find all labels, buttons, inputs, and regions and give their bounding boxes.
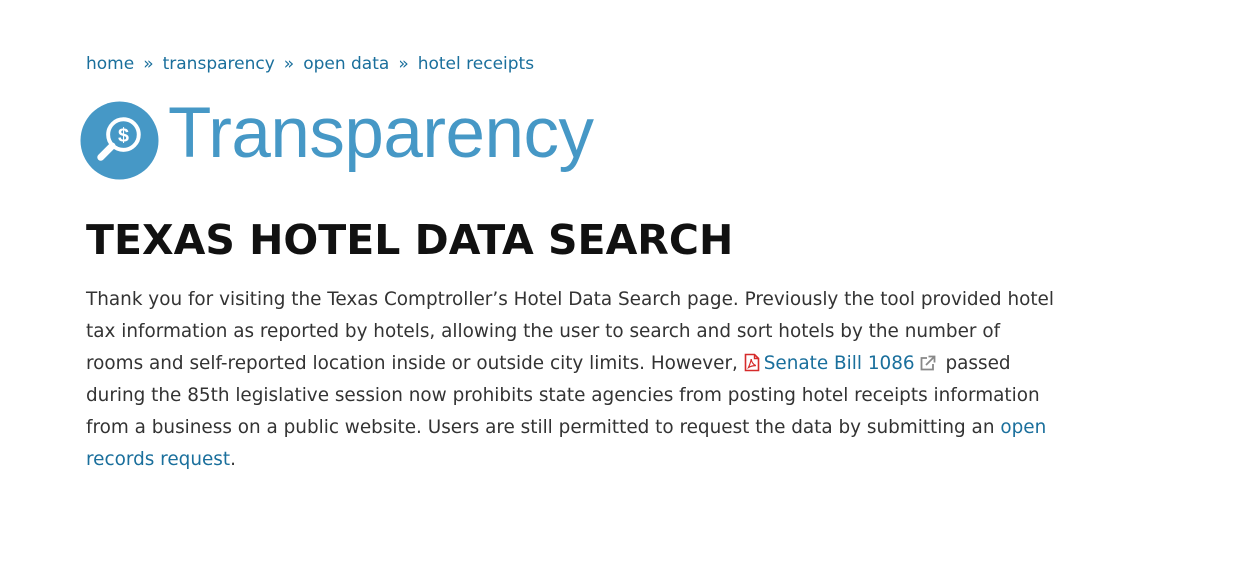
breadcrumb-link-open-data[interactable]: open data [303, 54, 390, 74]
senate-bill-link[interactable] [744, 353, 940, 374]
breadcrumb-separator: » [283, 54, 295, 74]
intro-text-part-3: . [230, 449, 236, 470]
breadcrumb-link-transparency[interactable]: transparency [162, 54, 275, 74]
page-title: TEXAS HOTEL DATA SEARCH [86, 216, 734, 264]
open-records-request-link[interactable]: open records request [86, 417, 1047, 470]
transparency-logo[interactable] [80, 94, 594, 180]
intro-text-part-2: passed during the 85th legislative session now prohibits state agencies from posting hotel receipts information from a business on a public website. Users are still permitted to request the data by submitting an [86, 353, 1040, 438]
senate-bill-link-label: Senate Bill 1086 [763, 353, 915, 374]
breadcrumb-separator: » [143, 54, 154, 74]
intro-paragraph [86, 284, 1056, 476]
breadcrumb-link-hotel-receipts[interactable]: hotel receipts [417, 54, 535, 74]
breadcrumb-separator: » [398, 54, 409, 74]
dollar-glyph: $ [117, 123, 129, 146]
breadcrumb [86, 52, 534, 76]
intro-text-part-1: Thank you for visiting the Texas Comptroller’s Hotel Data Search page. Previously the tool provided hotel tax information as reported by hotels, allowing the user to search and sort hotels by the number of rooms and self-reported location inside or outside city limits. However, [86, 289, 1054, 374]
logo-wordmark: Transparency [168, 94, 594, 173]
pdf-icon [744, 353, 760, 372]
external-link-icon [919, 355, 936, 372]
breadcrumb-link-home[interactable]: home [86, 54, 135, 74]
magnifier-dollar-icon [80, 101, 159, 180]
